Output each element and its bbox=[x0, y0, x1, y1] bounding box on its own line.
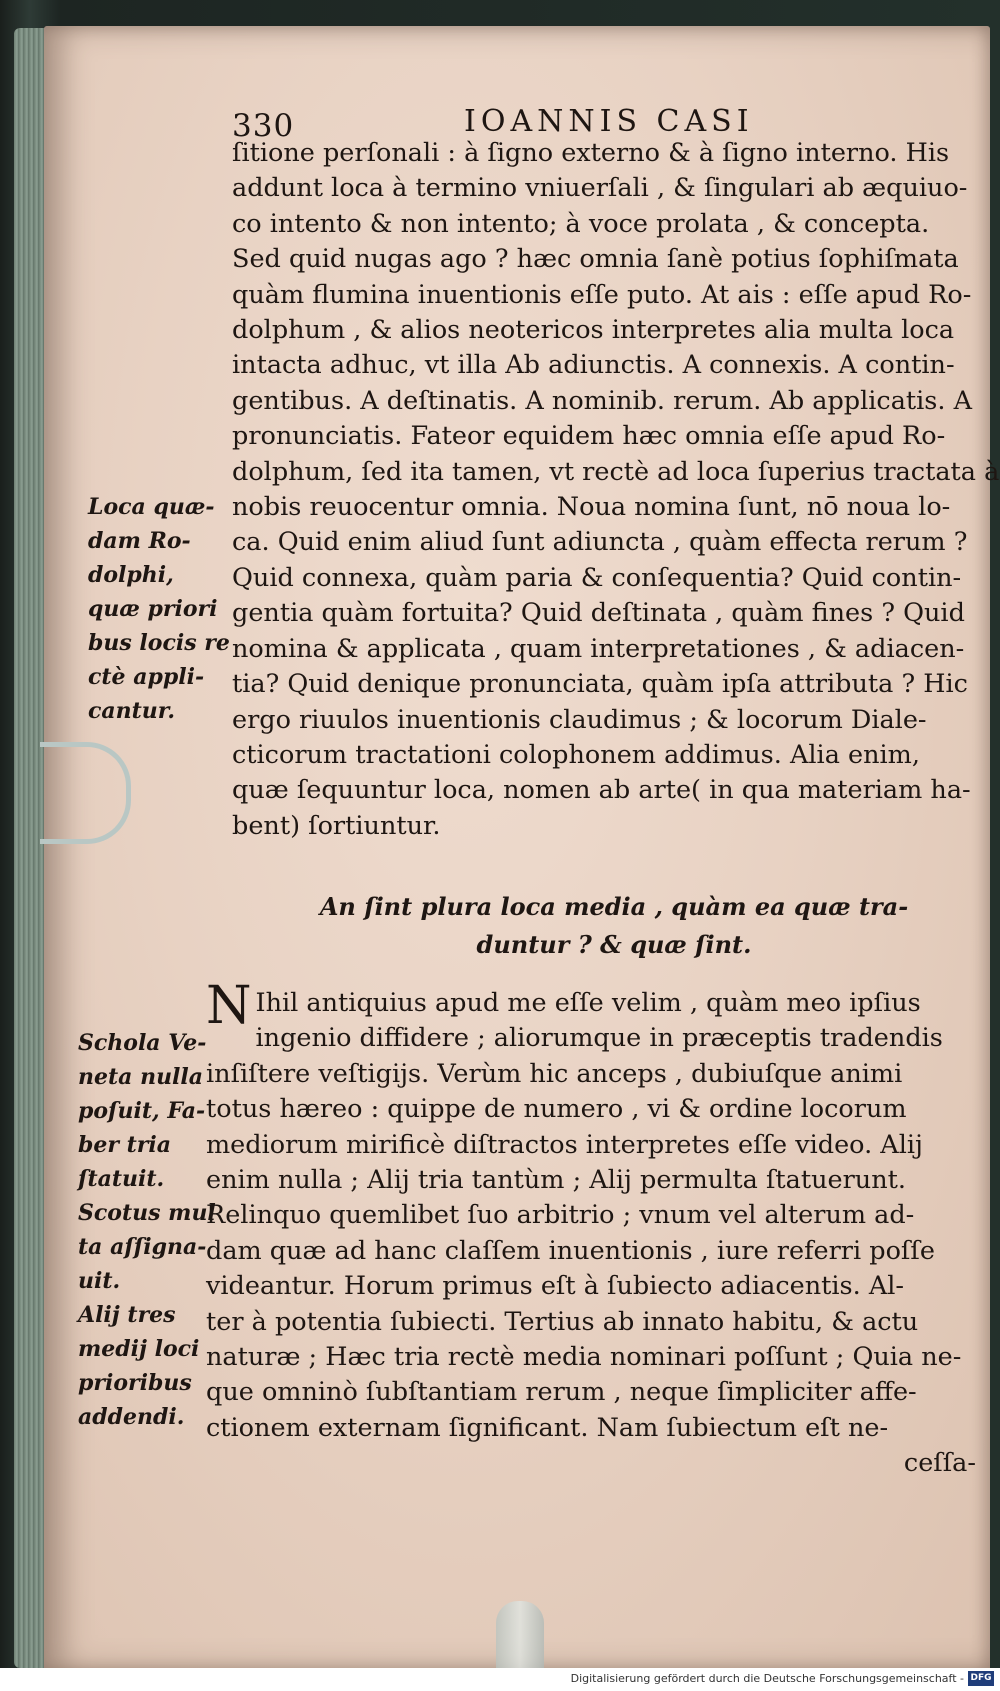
text-line: naturæ ; Hæc tria rectè media nominari poſſunt ; Quia ne- bbox=[206, 1342, 962, 1373]
text-line: ter à potentia ſubiecti. Tertius ab innato habitu, & actu bbox=[206, 1306, 919, 1337]
footer-bar bbox=[0, 1668, 1000, 1691]
text-line: gentia quàm fortuita? Quid deſtinata , quàm fines ? Quid bbox=[232, 598, 965, 629]
text-line: ingenio diffidere ; aliorumque in præceptis tradendis bbox=[255, 1023, 943, 1054]
heading-line: An ſint plura loca media , quàm ea quæ tra- bbox=[319, 892, 909, 921]
book-page bbox=[44, 26, 1000, 1671]
text-line: Relinquo quemlibet ſuo arbitrio ; vnum vel alterum ad- bbox=[206, 1200, 915, 1231]
text-line: ctionem externam ſignificant. Nam ſubiectum eſt ne- bbox=[206, 1412, 889, 1443]
margin-note-line: bus locis re bbox=[88, 630, 230, 656]
text-line: nomina & applicata , quam interpretationes , & adiacen- bbox=[232, 633, 965, 664]
text-line: quæ ſequuntur loca, nomen ab arte( in qua materiam ha- bbox=[232, 775, 971, 806]
text-line: ſitione perſonali : à ſigno externo & à ſigno interno. His bbox=[232, 138, 950, 168]
text-line: gentibus. A deſtinatis. A nominib. rerum. Ab applicatis. A bbox=[232, 385, 973, 416]
text-line: ceſſa- bbox=[903, 1448, 976, 1479]
margin-note-line: uit. bbox=[78, 1268, 121, 1294]
margin-note-line: Schola Ve- bbox=[78, 1030, 207, 1056]
margin-note-line: Loca quæ- bbox=[88, 494, 215, 520]
text-line: cticorum tractationi colophonem addimus. Alia enim, bbox=[232, 739, 920, 770]
margin-note-line: addendi. bbox=[78, 1404, 185, 1430]
text-line: totus hæreo : quippe de numero , vi & ordine locorum bbox=[206, 1094, 907, 1125]
page-number: 330 bbox=[232, 108, 295, 144]
margin-note-line: Scotus mul bbox=[78, 1200, 216, 1226]
text-line: videantur. Horum primus eſt à ſubiecto adiacentis. Al- bbox=[206, 1271, 905, 1302]
text-line: mediorum mirificè diſtractos interpretes eſſe video. Alij bbox=[206, 1129, 923, 1160]
text-line: N Ihil antiquius apud me eſſe velim , quàm meo ipſius bbox=[206, 976, 921, 1036]
margin-note-2 bbox=[78, 1026, 216, 1434]
dfg-logo: DFG bbox=[968, 1671, 994, 1686]
margin-note-1 bbox=[88, 490, 230, 728]
text-line: enim nulla ; Alij tria tantùm ; Alij permulta ſtatuerunt. bbox=[206, 1165, 906, 1196]
margin-note-line: ſtatuit. bbox=[78, 1166, 165, 1192]
margin-note-line: poſuit, Fa- bbox=[78, 1098, 206, 1124]
drop-cap: N bbox=[206, 976, 252, 1036]
margin-note-line: quæ priori bbox=[88, 596, 218, 622]
margin-note-line: dolphi, bbox=[88, 562, 174, 588]
margin-note-line: medij loci bbox=[78, 1336, 200, 1362]
text-line: intacta adhuc, vt illa Ab adiunctis. A connexis. A contin- bbox=[232, 350, 955, 381]
text-line: dolphum, ſed ita tamen, vt rectè ad loca ſuperius tractata à bbox=[232, 456, 1000, 487]
margin-note-line: neta nulla bbox=[78, 1064, 204, 1090]
footer-credit: Digitalisierung gefördert durch die Deutsche Forschungsgemeinschaft - bbox=[570, 1672, 964, 1685]
margin-note-line: dam Ro- bbox=[88, 528, 191, 554]
text-line: dam quæ ad hanc claſſem inuentionis , iure referri poſſe bbox=[206, 1235, 935, 1266]
text-line: ca. Quid enim aliud ſunt adiuncta , quàm effecta rerum ? bbox=[232, 527, 968, 558]
text-line: bent) ſortiuntur. bbox=[232, 810, 441, 841]
text-line: ergo riuulos inuentionis claudimus ; & locorum Diale- bbox=[232, 704, 927, 735]
main-text-block-1 bbox=[232, 136, 1000, 844]
text-line: quàm flumina inuentionis eſſe puto. At ais : eſſe apud Ro- bbox=[232, 279, 972, 310]
text-line: Quid connexa, quàm paria & conſequentia? Quid contin- bbox=[232, 562, 962, 593]
margin-note-line: ber tria bbox=[78, 1132, 171, 1158]
page-header bbox=[44, 86, 990, 144]
text-line: nobis reuocentur omnia. Noua nomina ſunt, nō noua lo- bbox=[232, 492, 951, 523]
text-line: tia? Quid denique pronunciata, quàm ipſa attributa ? Hic bbox=[232, 669, 968, 700]
text-line: pronunciatis. Fateor equidem hæc omnia eſſe apud Ro- bbox=[232, 421, 946, 452]
margin-note-line: ctè appli- bbox=[88, 664, 205, 690]
running-head: IOANNIS CASI bbox=[464, 104, 754, 139]
text-line: dolphum , & alios neotericos interpretes alia multa loca bbox=[232, 315, 955, 346]
text-line: co intento & non intento; à voce prolata , & concepta. bbox=[232, 208, 930, 239]
heading-line: duntur ? & quæ ſint. bbox=[476, 930, 752, 959]
section-heading bbox=[244, 888, 984, 964]
text-line: que omninò ſubſtantiam rerum , neque ſimpliciter affe- bbox=[206, 1377, 917, 1408]
margin-note-line: Alij tres bbox=[78, 1302, 176, 1328]
text-line: Sed quid nugas ago ? hæc omnia ſanè potius ſophiſmata bbox=[232, 244, 959, 275]
text-line: inſiſtere veſtigijs. Verùm hic anceps , dubiuſque animi bbox=[206, 1058, 903, 1089]
main-text-block-2 bbox=[206, 976, 976, 1482]
margin-note-line: cantur. bbox=[88, 698, 176, 724]
margin-note-line: prioribus bbox=[78, 1370, 192, 1396]
margin-note-line: ta aſſigna- bbox=[78, 1234, 207, 1260]
text-line: addunt loca à termino vniuerſali , & ſingulari ab æquiuo- bbox=[232, 173, 968, 204]
page-clip-ring bbox=[40, 742, 131, 844]
